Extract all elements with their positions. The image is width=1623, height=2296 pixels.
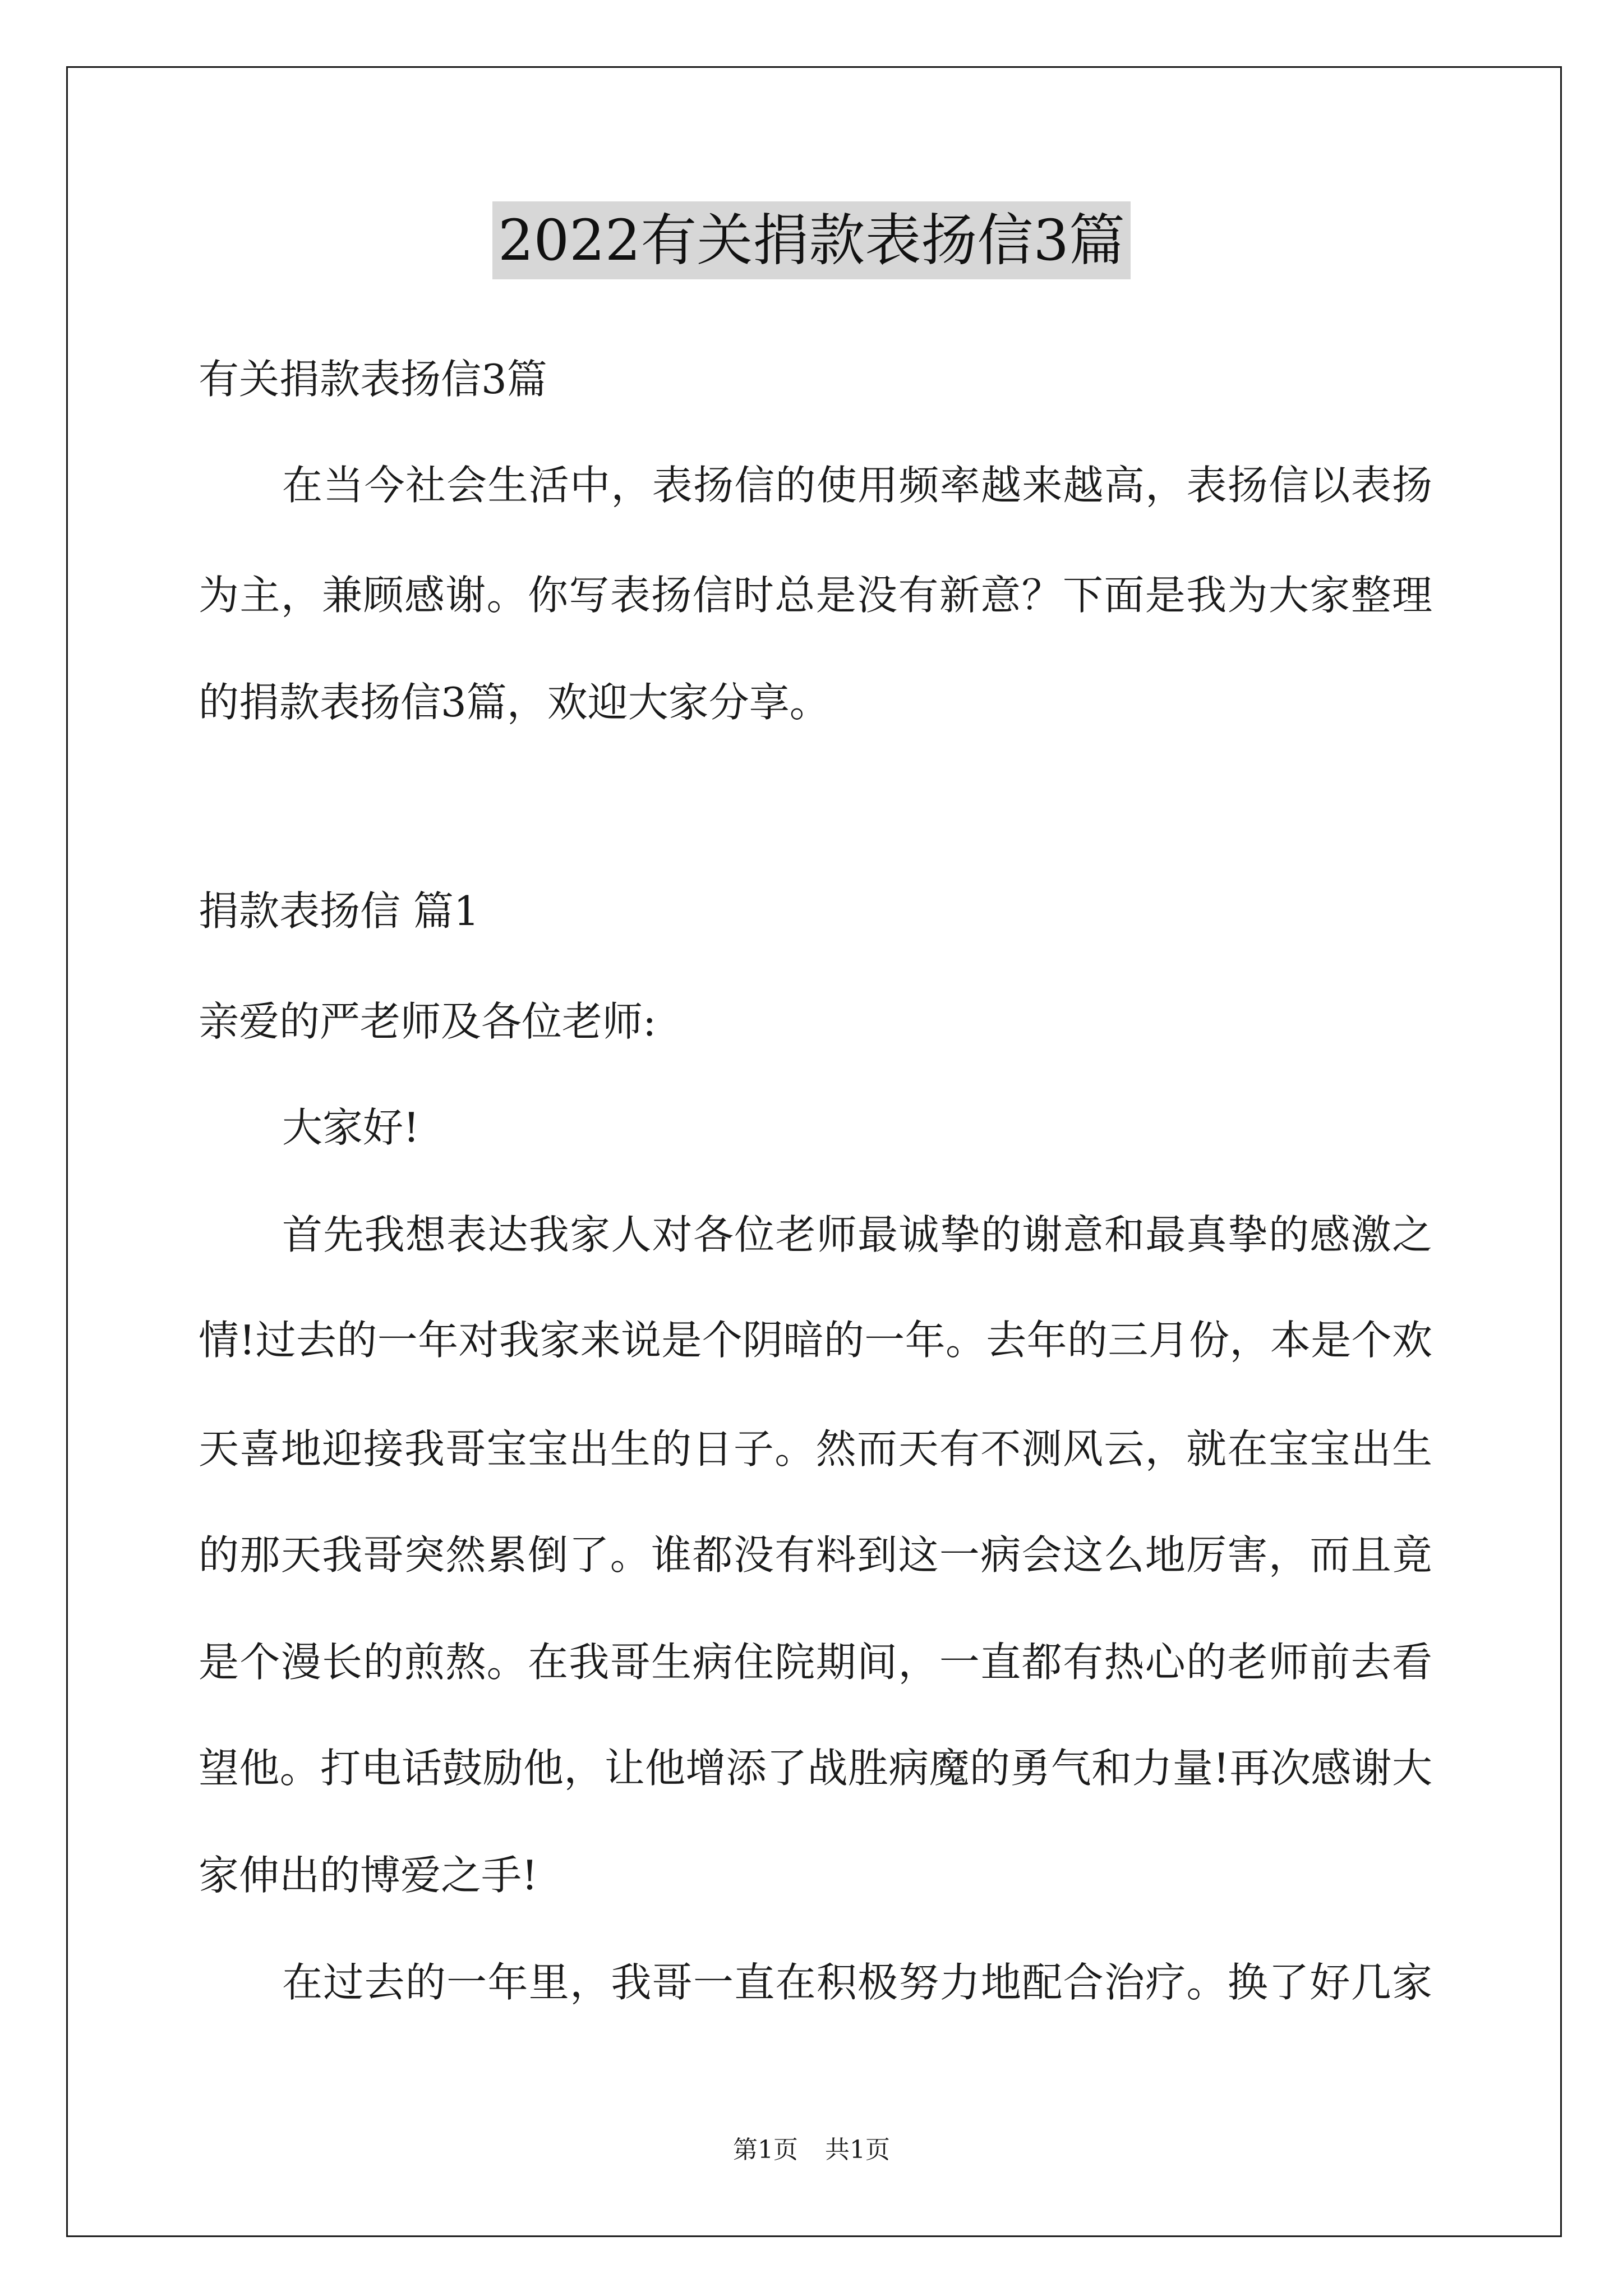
paragraph-line: 望他。打电话鼓励他，让他增添了战胜病魔的勇气和力量!再次感谢大 [199, 1745, 1432, 1792]
letter-salutation: 亲爱的严老师及各位老师: [199, 998, 657, 1045]
paragraph-line: 在过去的一年里，我哥一直在积极努力地配合治疗。换了好几家 [282, 1959, 1432, 2006]
paragraph-line: 情!过去的一年对我家来说是个阴暗的一年。去年的三月份，本是个欢 [199, 1317, 1432, 1364]
page-number-current: 第1页 [733, 2136, 798, 2164]
section-heading: 捐款表扬信 篇1 [199, 887, 479, 935]
paragraph-line: 天喜地迎接我哥宝宝出生的日子。然而天有不测风云，就在宝宝出生 [199, 1425, 1432, 1473]
intro-line: 的捐款表扬信3篇，欢迎大家分享。 [199, 679, 830, 726]
paragraph-line: 家伸出的博爱之手! [199, 1852, 538, 1899]
intro-line: 在当今社会生活中，表扬信的使用频率越来越高，表扬信以表扬 [282, 462, 1432, 509]
document-title: 2022有关捐款表扬信3篇 [492, 201, 1131, 279]
title-row [0, 201, 1623, 279]
intro-line: 为主，兼顾感谢。你写表扬信时总是没有新意？下面是我为大家整理 [199, 572, 1432, 619]
page-number-total: 共1页 [825, 2136, 890, 2164]
letter-greeting: 大家好! [282, 1104, 419, 1151]
page-footer [0, 2137, 1623, 2163]
paragraph-line: 首先我想表达我家人对各位老师最诚挚的谢意和最真挚的感激之 [282, 1211, 1432, 1258]
document-subtitle: 有关捐款表扬信3篇 [199, 356, 547, 403]
paragraph-line: 是个漫长的煎熬。在我哥生病住院期间，一直都有热心的老师前去看 [199, 1639, 1432, 1686]
paragraph-line: 的那天我哥突然累倒了。谁都没有料到这一病会这么地厉害，而且竟 [199, 1531, 1432, 1579]
